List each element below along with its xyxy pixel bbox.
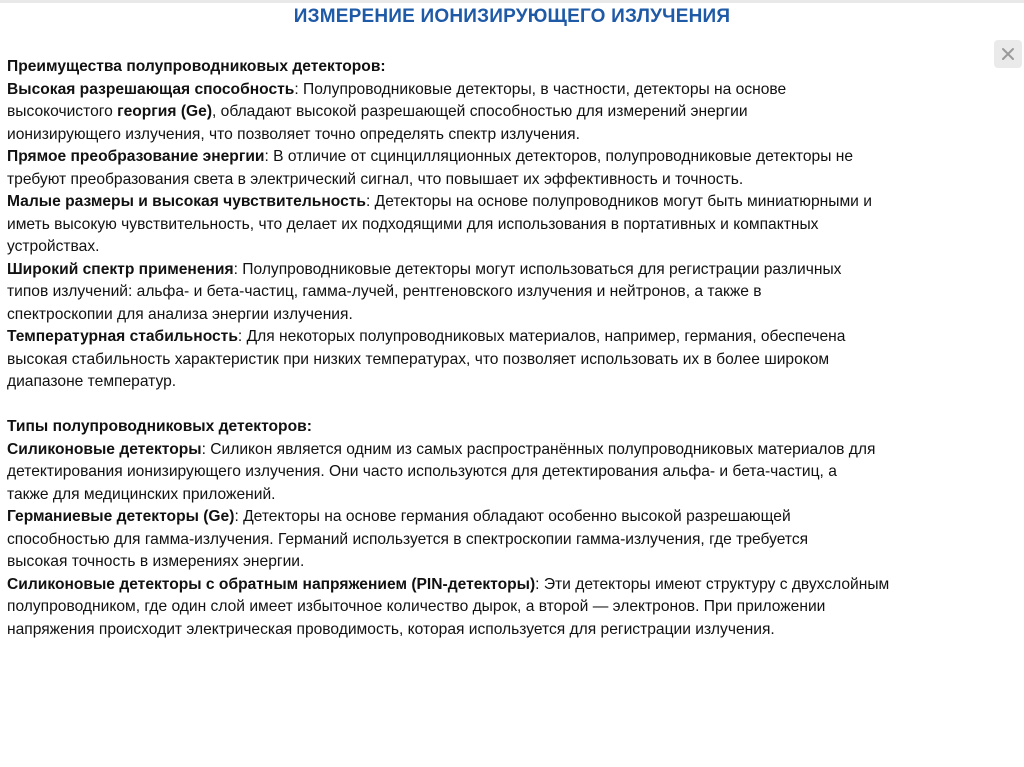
detector-text-line: напряжения происходит электрическая проводимость, которая используется для регистрации излучения. — [7, 620, 775, 638]
detector-type-1 — [7, 439, 1017, 462]
advantage-term: Малые размеры и высокая чувствительность — [7, 193, 366, 210]
material-term: георгия (Ge) — [117, 103, 213, 120]
advantage-term: Температурная стабильность — [7, 328, 238, 345]
advantage-item-1 — [7, 79, 1017, 102]
advantage-item-5 — [7, 326, 1017, 349]
advantage-text-line: иметь высокую чувствительность, что делает их подходящими для использования в портативных и компактных — [7, 215, 819, 233]
advantage-text-line: спектроскопии для анализа энергии излучения. — [7, 305, 353, 323]
advantage-text-line: требуют преобразования света в электрический сигнал, что повышает их эффективность и точность. — [7, 170, 744, 188]
advantage-text: , обладают высокой разрешающей способностью для измерений энергии — [212, 103, 748, 120]
section-gap — [7, 394, 1017, 417]
advantage-text-line: диапазоне температур. — [7, 373, 177, 390]
advantage-text: : Полупроводниковые детекторы могут использоваться для регистрации различных — [233, 260, 842, 278]
detector-text-line: детектирования ионизирующего излучения. Они часто используются для детектирования альфа- и бета-частиц, а — [7, 463, 837, 480]
detector-text-line: также для медицинских приложений. — [7, 485, 276, 503]
advantage-item-2 — [7, 146, 1017, 169]
types-heading: Типы полупроводниковых детекторов: — [7, 418, 312, 435]
detector-text-line: высокая точность в измерениях энергии. — [7, 553, 305, 570]
advantage-text: : Полупроводниковые детекторы, в частности, детекторы на основе — [294, 80, 787, 98]
advantage-term: Высокая разрешающая способность — [7, 80, 295, 98]
advantage-item-4 — [7, 259, 1017, 282]
advantage-term: Широкий спектр применения — [7, 260, 234, 278]
slide-content — [7, 56, 1017, 641]
top-bar — [0, 0, 1024, 3]
detector-text: : Детекторы на основе германия обладают особенно высокой разрешающей — [234, 508, 791, 525]
advantage-text-line: типов излучений: альфа- и бета-частиц, гамма-лучей, рентгеновского излучения и нейтронов, а также в — [7, 283, 762, 300]
advantage-text-line — [7, 101, 1017, 124]
advantage-term: Прямое преобразование энергии — [7, 148, 265, 165]
advantage-text: : Для некоторых полупроводниковых материалов, например, германия, обеспечена — [237, 328, 846, 345]
advantage-item-3 — [7, 191, 1017, 214]
advantage-text: : В отличие от сцинцилляционных детекторов, полупроводниковые детекторы не — [264, 148, 854, 165]
advantage-text-line: ионизирующего излучения, что позволяет точно определять спектр излучения. — [7, 125, 580, 143]
detector-text: : Эти детекторы имеют структуру с двухслойным — [535, 575, 890, 593]
advantages-heading: Преимущества полупроводниковых детекторов: — [7, 58, 386, 75]
detector-type-3 — [7, 574, 1017, 597]
slide-title: ИЗМЕРЕНИЕ ИОНИЗИРУЮЩЕГО ИЗЛУЧЕНИЯ — [293, 6, 731, 27]
detector-term: Германиевые детекторы (Ge) — [7, 508, 235, 525]
advantage-text-line: устройствах. — [7, 238, 100, 255]
advantage-text: высокочистого — [7, 103, 118, 120]
detector-type-2 — [7, 506, 1017, 529]
detector-text-line: способностью для гамма-излучения. Германий используется в спектроскопии гамма-излучения, где требуется — [7, 530, 809, 548]
advantage-text: : Детекторы на основе полупроводников могут быть миниатюрными и — [365, 193, 872, 210]
advantage-text-line: высокая стабильность характеристик при низких температурах, что позволяет использовать их в более широком — [7, 350, 830, 368]
detector-text-line: полупроводником, где один слой имеет избыточное количество дырок, а второй — электронов. При приложении — [7, 598, 826, 615]
detector-term: Силиконовые детекторы — [7, 440, 202, 458]
detector-text: : Силикон является одним из самых распространённых полупроводниковых материалов для — [201, 440, 876, 458]
detector-term: Силиконовые детекторы с обратным напряжением (PIN-детекторы) — [7, 575, 536, 593]
